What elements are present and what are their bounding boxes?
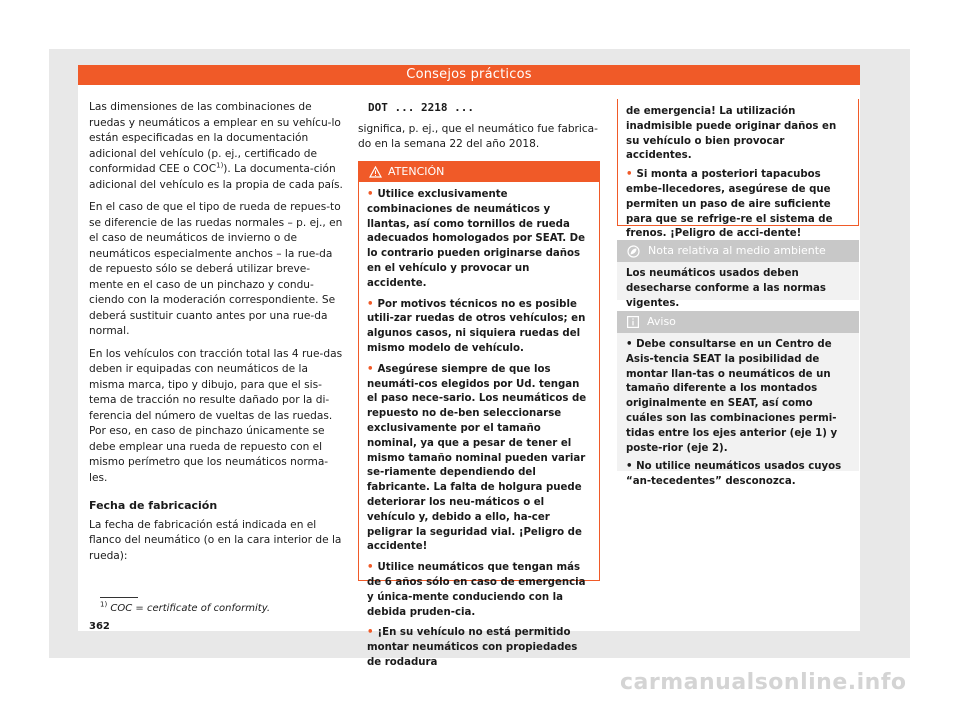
footnote-mark: 1): [100, 600, 108, 609]
warning-header: [359, 162, 599, 182]
heading-manufacture-date: Fecha de fabricación: [89, 499, 218, 512]
footnote: [100, 600, 271, 614]
column-left: [89, 100, 344, 571]
warning-item: • ¡En su vehículo no está permitido montar neumáticos con propiedades de rodadura: [367, 627, 578, 668]
environment-note-text: Los neumáticos usados deben desecharse conforme a las normas vigentes.: [626, 268, 826, 309]
paragraph-all-wheel-drive: En los vehículos con tracción total las 4 rue-das deben ir equipadas con neumáticos de la misma marca, tipo y dibujo, para que el sis-tema de tracción no resulte dañado por la di-ferencia del número de vueltas de las ruedas. Por eso, en caso de pinchazo únicamente se debe emplear una rueda de repuesto con el mismo perímetro que los neumáticos norma-les.: [89, 347, 343, 484]
environment-note-box: [617, 240, 859, 309]
paragraph-manufacture-date: La fecha de fabricación está indicada en el flanco del neumático (o en la cara interior de la rueda):: [89, 518, 342, 562]
warning-item: • Utilice neumáticos que tengan más de 6 años sólo en caso de emergencia y única-mente conduciendo con la debida pruden-cia.: [367, 562, 586, 618]
notice-item: • No utilice neumáticos usados cuyos “an-tecedentes” desconozca.: [626, 461, 842, 488]
warning-title: ATENCIÓN: [388, 165, 445, 178]
notice-item: • Debe consultarse en un Centro de Asis-tencia SEAT la posibilidad de montar llan-tas o neumáticos de un tamaño diferente a los montados originalmente en SEAT, así como cuáles son las combinaciones permi-tidas entre los ejes anterior (eje 1) y poste-rior (eje 2).: [626, 339, 838, 454]
notice-header: [617, 311, 859, 333]
warning-continuation: de emergencia! La utilización inadmisible puede originar daños en su vehículo o bien provocar accidentes.: [626, 106, 837, 162]
warning-item: • Asegúrese siempre de que los neumáti-cos elegidos por Ud. tengan el paso nece-sario. Los neumáticos de repuesto no de-ben seleccionarse exclusivamente por el tamaño nominal, ya que a pesar de tener el mismo tamaño nominal pueden variar se-riamente dependiendo del fabricante. La falta de holgura puede deteriorar los neu-máticos o el vehículo y, debido a ello, ha-cer peligrar la seguridad vial. ¡Peligro de accidente!: [367, 363, 587, 553]
paragraph-dot-meaning: significa, p. ej., que el neumático fue fabrica-do en la semana 22 del año 2018.: [358, 122, 598, 150]
dot-code: DOT ... 2218 ...: [368, 101, 474, 114]
paragraph-dimensions: Las dimensiones de las combinaciones de ruedas y neumáticos a emplear en su vehícu-lo están especificadas en la documentación adicional del vehículo (p. ej., certificado de conformidad CEE o COC$^{1)}$). La documenta-ción adicional del vehículo es la propia de cada país.: [89, 101, 343, 191]
leaf-icon: [627, 245, 640, 258]
info-icon: [627, 316, 639, 328]
environment-note-header: [617, 240, 859, 262]
paragraph-spare-wheel: En el caso de que el tipo de rueda de repues-to se diferencie de las ruedas normales – p. ej., en el caso de neumáticos de invierno o de neumáticos especialmente anchos – la rue-da de repuesto sólo se deberá utilizar breve-mente en el caso de un pinchazo y condu-ciendo con la moderación correspondiente. Se deberá sustituir cuanto antes por una rue-da normal.: [89, 201, 343, 337]
footnote-text: COC = certificate of conformity.: [110, 603, 271, 614]
column-middle: [358, 100, 600, 160]
notice-title: Aviso: [647, 315, 676, 328]
page-number: 362: [89, 621, 110, 632]
warning-box: [358, 161, 600, 668]
notice-body: [617, 333, 859, 499]
warning-item: • Si monta a posteriori tapacubos embe-llecedores, asegúrese de que permiten un paso de aire suficiente para que se refrige-re el sistema de frenos. ¡Peligro de acci-dente!: [626, 169, 833, 240]
notice-box: [617, 311, 859, 488]
warning-item: • Por motivos técnicos no es posible utili-zar ruedas de otros vehículos; en algunos casos, ni siquiera ruedas del mismo modelo de vehículo.: [367, 298, 586, 354]
warning-item: • Utilice exclusivamente combinaciones de neumáticos y llantas, así como tornillos de rueda adecuados homologados por SEAT. De lo contrario pueden originarse daños en el vehículo y provocar un accidente.: [367, 189, 586, 289]
warning-triangle-icon: [369, 166, 382, 178]
warning-box-continued: [617, 99, 859, 240]
footnote-divider: [100, 597, 138, 598]
warning-body: [359, 182, 599, 671]
watermark-logo: carmanualsonline.info: [620, 670, 907, 695]
environment-note-title: Nota relativa al medio ambiente: [648, 244, 826, 257]
section-header: Consejos prácticos: [78, 65, 860, 85]
footnote-ref: 1): [216, 161, 224, 170]
